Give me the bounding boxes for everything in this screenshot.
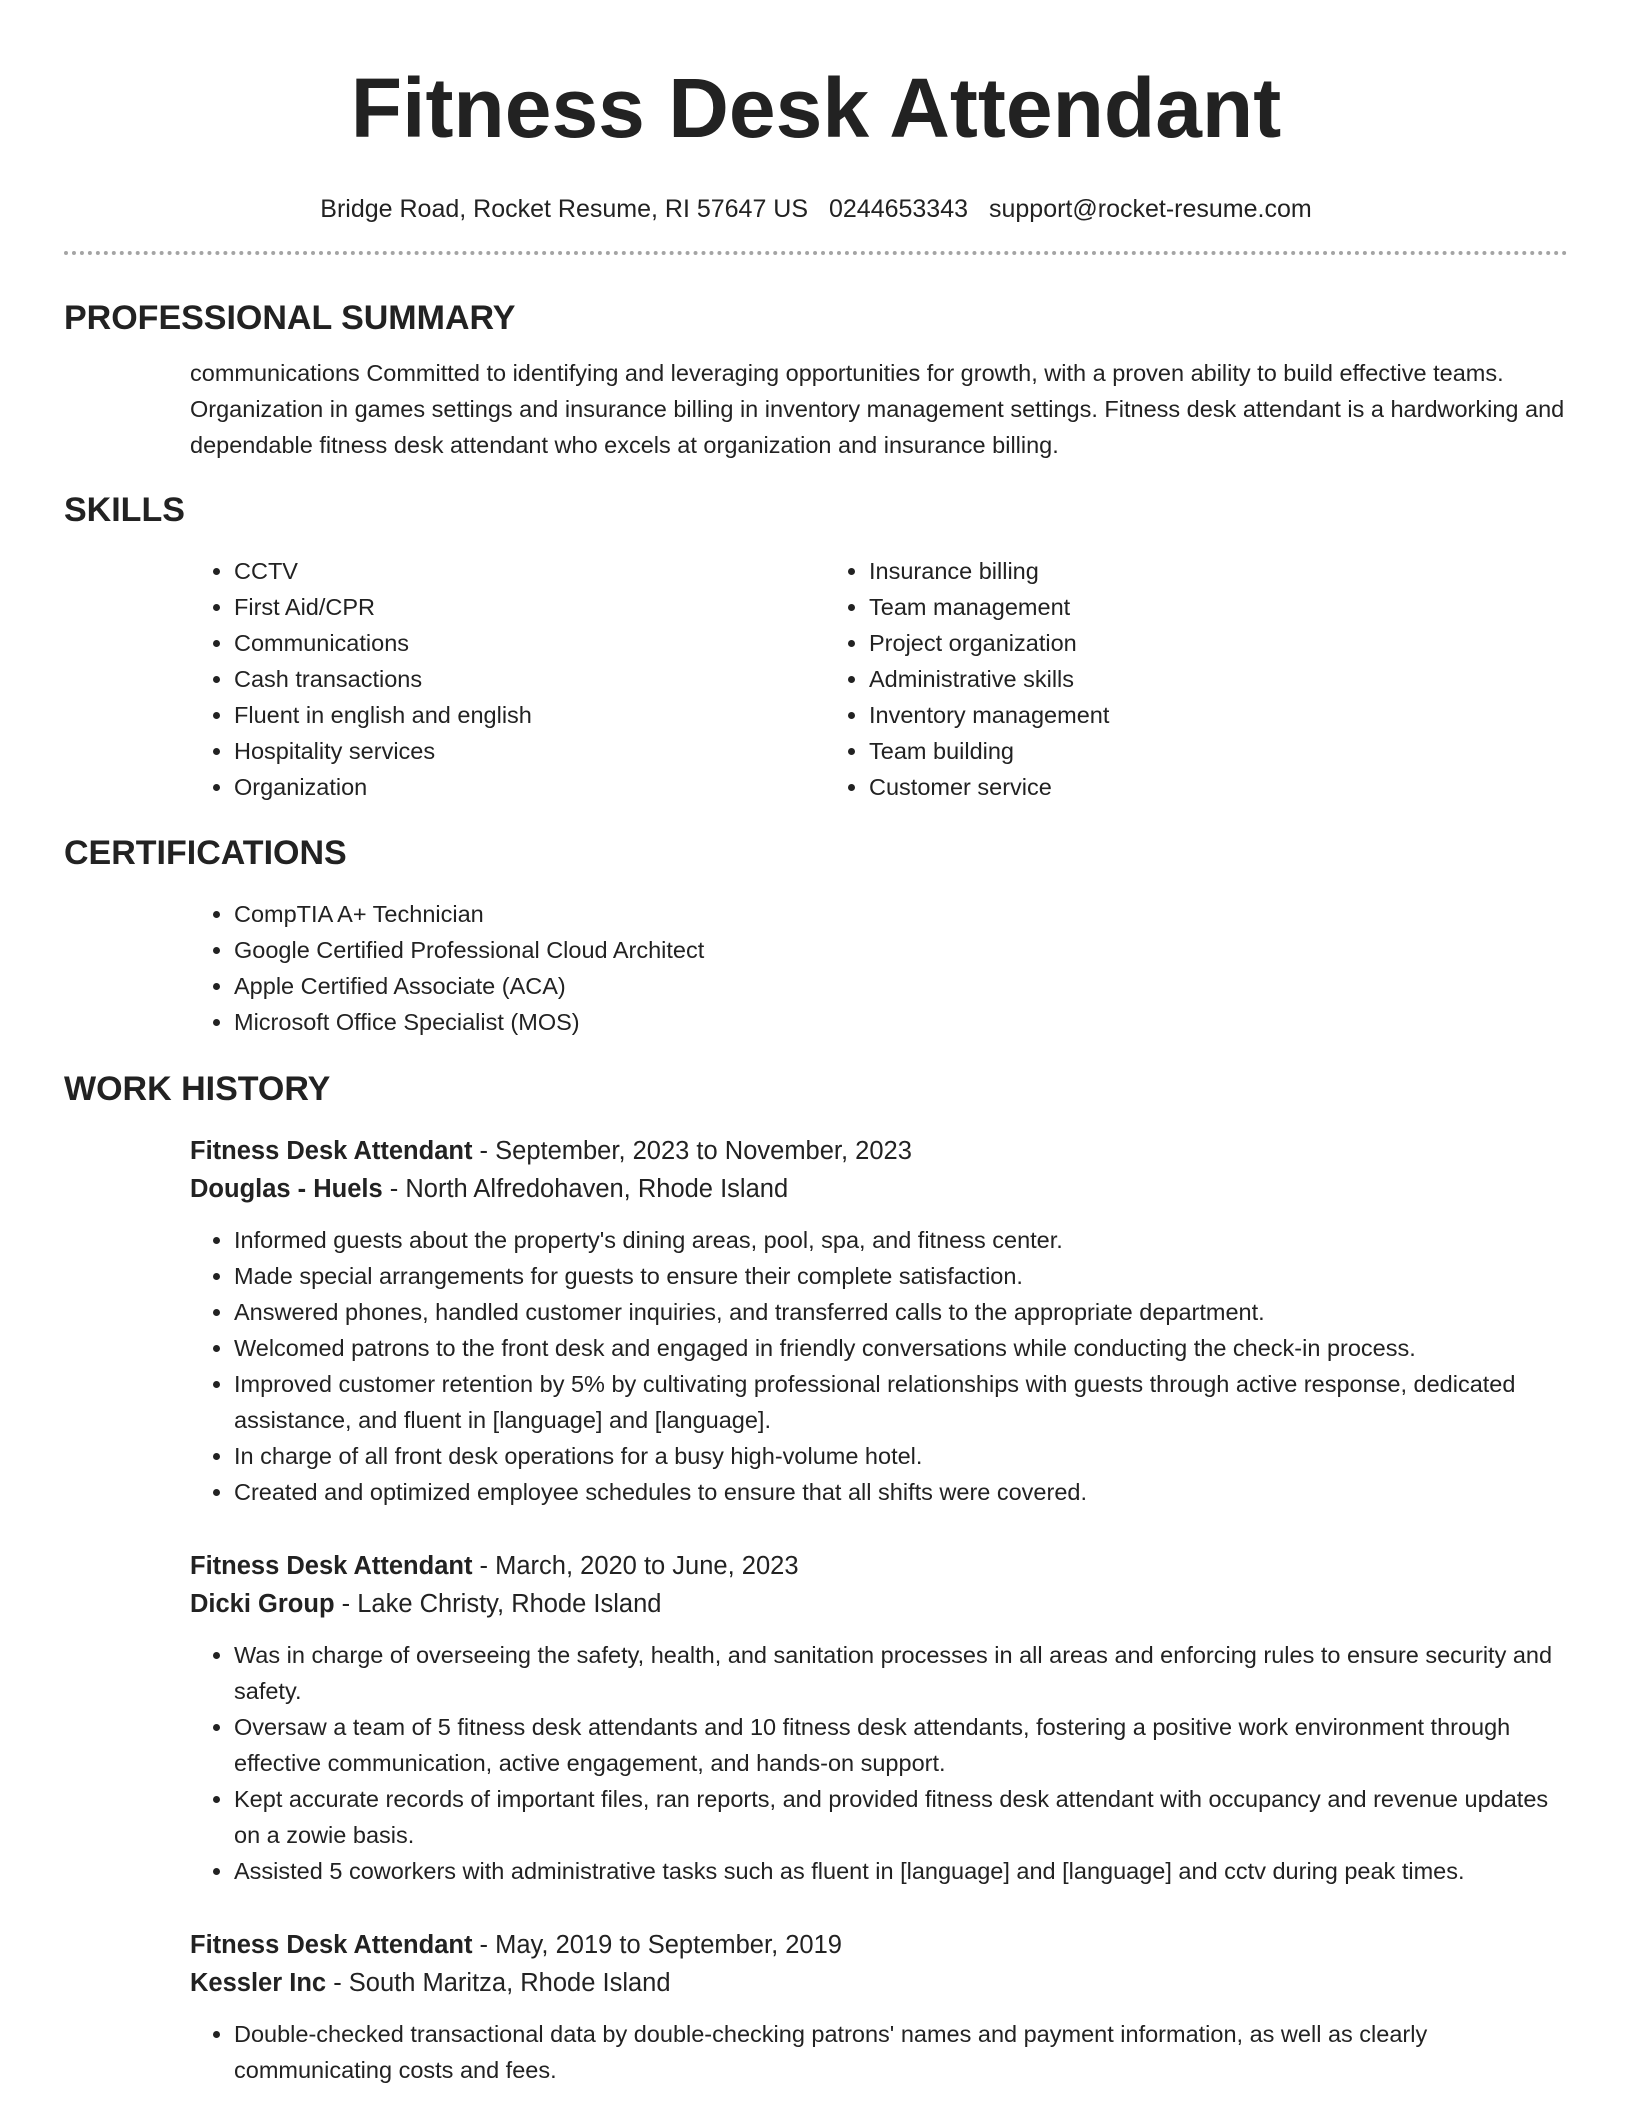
skill-item: • Cash transactions — [234, 661, 825, 697]
job-bullet: • Assisted 5 coworkers with administrative tasks such as fluent in [language] and [language] and cctv during peak times. — [234, 1853, 1568, 1889]
job-entry — [190, 1547, 1568, 1889]
summary-text: communications Committed to identifying and leveraging opportunities for growth, with a proven ability to build effective teams. Organization in games settings and insurance billing in inventory management settings. Fitness desk attendant is a hardworking and dependable fitness desk attendant who excels at organization and insurance billing. — [190, 360, 1565, 458]
job-company: Douglas - Huels — [190, 1175, 383, 1203]
skill-item: • Team management — [869, 589, 1109, 625]
skill-item: • Hospitality services — [234, 733, 825, 769]
job-bullet: • Informed guests about the property's dining areas, pool, spa, and fitness center. — [234, 1222, 1568, 1258]
skill-item: • Project organization — [869, 625, 1109, 661]
job-location: - North Alfredohaven, Rhode Island — [389, 1175, 789, 1203]
skill-item: • Organization — [234, 769, 825, 805]
skill-item: • Communications — [234, 625, 825, 661]
job-bullet-list — [190, 1637, 1568, 1889]
job-title: Fitness Desk Attendant — [190, 1931, 473, 1959]
job-bullet: • Welcomed patrons to the front desk and engaged in friendly conversations while conducting the check-in process. — [234, 1330, 1568, 1366]
job-bullet: • Answered phones, handled customer inquiries, and transferred calls to the appropriate department. — [234, 1294, 1568, 1330]
job-bullet-list — [190, 2016, 1568, 2088]
resume-name: Fitness Desk Attendant — [350, 61, 1282, 155]
contact-email: support@rocket-resume.com — [988, 195, 1312, 223]
job-bullet-list — [190, 1222, 1568, 1510]
skills-list-left — [190, 553, 825, 805]
job-company-line — [190, 1170, 1568, 1208]
job-company: Dicki Group — [190, 1590, 335, 1618]
job-bullet: • Kept accurate records of important files, ran reports, and provided fitness desk attendant with occupancy and revenue updates on a zowie basis. — [234, 1781, 1568, 1853]
job-dates: - March, 2020 to June, 2023 — [479, 1552, 799, 1580]
contact-line — [64, 194, 1568, 224]
job-dates: - May, 2019 to September, 2019 — [479, 1931, 842, 1959]
job-company-line — [190, 1964, 1568, 2002]
job-title-line — [190, 1547, 1568, 1585]
job-bullet: • In charge of all front desk operations for a busy high-volume hotel. — [234, 1438, 1568, 1474]
skill-item: • Inventory management — [869, 697, 1109, 733]
job-entry — [190, 1926, 1568, 2088]
skill-item: • Team building — [869, 733, 1109, 769]
job-company-line — [190, 1585, 1568, 1623]
job-title: Fitness Desk Attendant — [190, 1552, 473, 1580]
skill-item: • Insurance billing — [869, 553, 1109, 589]
summary-heading: PROFESSIONAL SUMMARY — [64, 299, 516, 337]
job-location: - Lake Christy, Rhode Island — [341, 1590, 662, 1618]
certification-item: • Apple Certified Associate (ACA) — [234, 968, 1568, 1004]
job-bullet: • Double-checked transactional data by double-checking patrons' names and payment information, as well as clearly communicating costs and fees. — [234, 2016, 1568, 2088]
job-bullet: • Improved customer retention by 5% by cultivating professional relationships with guests through active response, dedicated assistance, and fluent in [language] and [language]. — [234, 1366, 1568, 1438]
certifications-list — [190, 896, 1568, 1040]
job-bullet: • Oversaw a team of 5 fitness desk attendants and 10 fitness desk attendants, fostering a positive work environment through effective communication, active engagement, and hands-on support. — [234, 1709, 1568, 1781]
job-dates: - September, 2023 to November, 2023 — [479, 1137, 912, 1165]
certification-item: • CompTIA A+ Technician — [234, 896, 1568, 932]
skill-item: • Customer service — [869, 769, 1109, 805]
skill-item: • Administrative skills — [869, 661, 1109, 697]
work-history-heading: WORK HISTORY — [64, 1070, 331, 1108]
contact-address: Bridge Road, Rocket Resume, RI 57647 US — [320, 195, 809, 223]
job-bullet: • Created and optimized employee schedules to ensure that all shifts were covered. — [234, 1474, 1568, 1510]
job-bullet: • Was in charge of overseeing the safety, health, and sanitation processes in all areas and enforcing rules to ensure security and safety. — [234, 1637, 1568, 1709]
contact-phone: 0244653343 — [828, 195, 969, 223]
skills-heading: SKILLS — [64, 491, 185, 529]
certification-item: • Microsoft Office Specialist (MOS) — [234, 1004, 1568, 1040]
skill-item: • Fluent in english and english — [234, 697, 825, 733]
job-title-line — [190, 1926, 1568, 1964]
certifications-heading: CERTIFICATIONS — [64, 834, 347, 872]
certification-item: • Google Certified Professional Cloud Architect — [234, 932, 1568, 968]
job-title: Fitness Desk Attendant — [190, 1137, 473, 1165]
skills-list-right — [825, 553, 1109, 805]
job-company: Kessler Inc — [190, 1969, 327, 1997]
skill-item: • First Aid/CPR — [234, 589, 825, 625]
job-entry — [190, 1132, 1568, 1510]
job-location: - South Maritza, Rhode Island — [333, 1969, 671, 1997]
job-title-line — [190, 1132, 1568, 1170]
job-bullet: • Made special arrangements for guests to ensure their complete satisfaction. — [234, 1258, 1568, 1294]
skill-item: • CCTV — [234, 553, 825, 589]
skills-columns — [190, 553, 1568, 805]
header-divider — [64, 251, 1568, 255]
